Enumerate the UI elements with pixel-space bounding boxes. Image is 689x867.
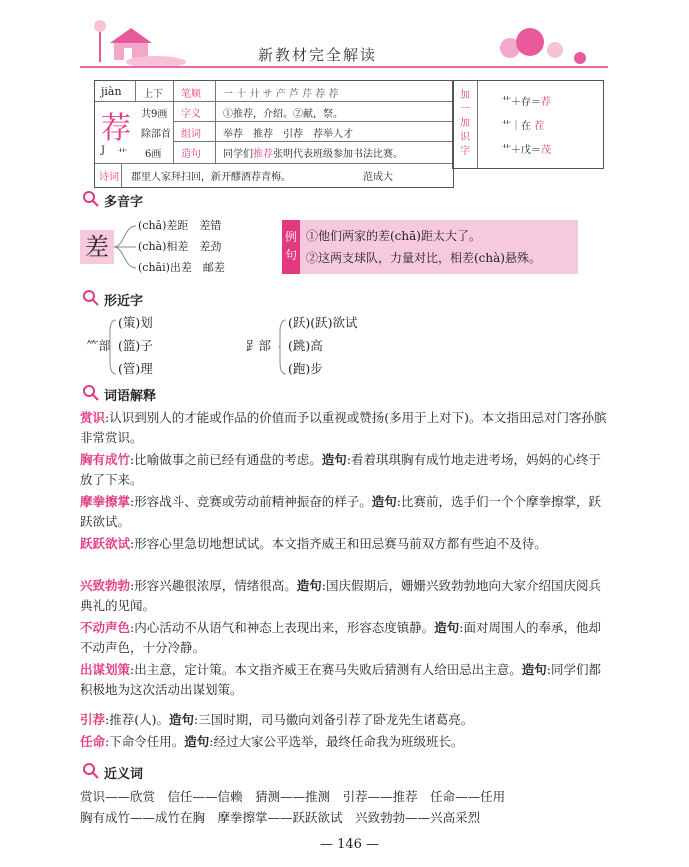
main-character: 荐	[101, 111, 131, 146]
synonym-pair: 兴致勃勃——兴高采烈	[355, 810, 481, 825]
page-number: — 146 —	[320, 837, 380, 852]
vocab-entry	[80, 660, 610, 700]
vocab-word: 摩拳擦掌	[80, 494, 131, 509]
example-tag-text: 例句	[285, 230, 298, 262]
index-radical: 艹	[117, 149, 127, 160]
poem-label: 诗词	[99, 172, 119, 183]
group2-item-1: (跃)(跃)欲试	[288, 315, 358, 330]
example-text: :面对周围人的奉承，他却不动声色，十分冷静。	[80, 620, 601, 655]
group1-item-3: (管)理	[118, 361, 153, 376]
polyphone-branch	[112, 222, 138, 272]
example-label: 造句	[321, 452, 347, 467]
add-to-learn-box	[452, 80, 604, 169]
synonym-pair: 任命——任用	[430, 789, 506, 804]
example-label: 造句	[521, 662, 547, 677]
vocab-word: 胸有成竹	[80, 452, 131, 467]
vocab-text: :推荐(人)。	[105, 712, 169, 727]
vocab-entry	[80, 710, 610, 730]
vocab-word: 跃跃欲试	[80, 536, 131, 551]
example-label: 造句	[184, 734, 210, 749]
vocab-word: 兴致勃勃	[80, 578, 131, 593]
similar-title: 形近字	[104, 294, 144, 309]
vocab-text: :出主意，定计策。本文指齐威王在赛马失败后猜测有人给田忌出主意。	[130, 662, 522, 677]
reading-1: (chā)差距 差错	[138, 219, 222, 232]
example-text: :看着琪琪胸有成竹地走进考场，妈妈的心终于放了下来。	[80, 452, 601, 487]
header-title: 新教材完全解读	[258, 46, 378, 64]
words: 举荐 推荐 引荐 荐举人才	[223, 129, 353, 140]
usage-prefix: 同学们	[223, 149, 253, 160]
example-tag	[282, 220, 300, 274]
vocab-text: :形容战斗、竞赛或劳动前精神振奋的样子。	[130, 494, 372, 509]
index-letter: J	[101, 145, 106, 156]
polyphone-char	[80, 230, 114, 264]
header-divider	[80, 66, 608, 68]
vocab-text: :比喻做事之前已经有通盘的考虑。	[130, 452, 322, 467]
example-1: ①他们两家的差(chā)距太大了。	[306, 229, 481, 243]
formula: 艹｜在	[501, 121, 531, 132]
synonym-pair: 胸有成竹——成竹在胸	[80, 810, 206, 825]
vocab-word: 任命	[80, 734, 106, 749]
poem: 郡里人家拜扫回，新开醪酒荐青梅。	[131, 172, 291, 183]
usage-sentence	[223, 145, 403, 160]
example-label: 造句	[168, 712, 194, 727]
side-row-2	[501, 117, 544, 132]
magnifier-icon	[82, 190, 100, 208]
vocab-word: 出谋划策	[80, 662, 131, 677]
pinyin: jiàn	[101, 85, 122, 98]
magnifier-icon	[82, 762, 100, 780]
synonyms-title: 近义词	[104, 767, 144, 782]
side-row-1	[501, 93, 551, 108]
usage-suffix: 张明代表班级参加书法比赛。	[273, 149, 403, 160]
group2-item-3: (跑)步	[288, 361, 323, 376]
structure: 上下	[143, 89, 163, 100]
vocab-word: 赏识	[80, 410, 106, 425]
magnifier-icon	[82, 289, 100, 307]
synonym-pair: 引荐——推荐	[342, 789, 418, 804]
vocab-entry	[80, 534, 610, 554]
header-flower-decoration	[470, 18, 600, 68]
example-label: 造句	[434, 620, 460, 635]
vocab-word: 引荐	[80, 712, 106, 727]
group1-label: ⺮部	[86, 338, 112, 353]
example-text: :国庆假期后，姗姗兴致勃勃地向大家介绍国庆阅兵典礼的见闻。	[80, 578, 601, 613]
usage-keyword: 推荐	[253, 149, 273, 160]
synonyms-line-1	[80, 787, 610, 807]
vocab-text: :形容心里急切地想试试。本文指齐威王和田忌赛马前双方都有些迫不及待。	[130, 536, 547, 551]
vocab-text: :认识到别人的才能或作品的价值而予以重视或赞扬(多用于上对下)。本文指田忌对门客孙膑非常赏识。	[80, 410, 607, 445]
example-text: :三国时期，司马徽向刘备引荐了卧龙先生诸葛亮。	[194, 712, 474, 727]
group1-brace	[108, 318, 118, 376]
group2-item-2: (跳)高	[288, 338, 323, 353]
formula: 艹＋戊＝	[501, 145, 541, 156]
example-text: :同学们都积极地为这次活动出谋划策。	[80, 662, 601, 697]
magnifier-icon	[82, 384, 100, 402]
vocab-entry	[80, 618, 610, 658]
stroke-order: 一 十 廾 サ 产 芦 芹 荐 荐	[223, 89, 339, 100]
result: 茂	[541, 145, 551, 156]
poem-author: 范成大	[363, 172, 393, 183]
words-label: 组词	[181, 129, 201, 140]
meaning: ①推荐，介绍。②献，祭。	[223, 109, 343, 120]
radical-note: 除部首	[141, 129, 171, 140]
example-label: 造句	[371, 494, 397, 509]
stroke-count: 共9画	[141, 109, 168, 120]
vocab-entry	[80, 732, 610, 752]
vocab-text: :下命令任用。	[105, 734, 185, 749]
vocab-entry	[80, 492, 610, 532]
synonym-pair: 赏识——欣赏	[80, 789, 156, 804]
group1-item-1: (策)划	[118, 315, 153, 330]
example-text: :比赛前，选手们一个个摩拳擦掌，跃跃欲试。	[80, 494, 601, 529]
formula: 艹＋存＝	[501, 97, 541, 108]
meaning-label: 字义	[181, 109, 201, 120]
reading-2: (chà)相差 差劲	[138, 240, 222, 253]
example-2: ②这两支球队，力量对比，相差(chà)悬殊。	[306, 251, 541, 265]
group2-label: 𧾷部	[246, 338, 272, 353]
usage-label: 造句	[181, 149, 201, 160]
result: 茬	[534, 121, 545, 132]
group2-brace	[278, 318, 288, 376]
side-row-3	[501, 141, 551, 156]
polyphone-char-text: 差	[85, 233, 109, 261]
example-text: :经过大家公平选举，最终任命我为班级班长。	[209, 734, 464, 749]
radical-strokes: 6画	[145, 149, 162, 160]
polyphone-title: 多音字	[104, 195, 144, 210]
vocab-title: 词语解释	[104, 389, 157, 404]
vocab-text: :形容兴趣很浓厚，情绪很高。	[130, 578, 297, 593]
reading-3: (chāi)出差 邮差	[138, 261, 225, 274]
result: 荐	[541, 97, 551, 108]
synonym-pair: 信任——信赖	[167, 789, 243, 804]
stroke-label: 笔顺	[181, 89, 201, 100]
vocab-text: :内心活动不从语气和神态上表现出来，形容态度镇静。	[130, 620, 435, 635]
synonym-pair: 猜测——推测	[255, 789, 331, 804]
synonyms-line-2	[80, 808, 610, 828]
character-card	[94, 80, 454, 188]
vocab-entry	[80, 576, 610, 616]
vocab-entry	[80, 450, 610, 490]
synonym-pair: 摩拳擦掌——跃跃欲试	[217, 810, 343, 825]
header-house-decoration	[86, 18, 186, 68]
example-label: 造句	[296, 578, 322, 593]
side-label: 加一加识字	[460, 90, 470, 157]
group1-item-2: (篮)子	[118, 338, 153, 353]
vocab-entry	[80, 408, 610, 448]
vocab-word: 不动声色	[80, 620, 131, 635]
